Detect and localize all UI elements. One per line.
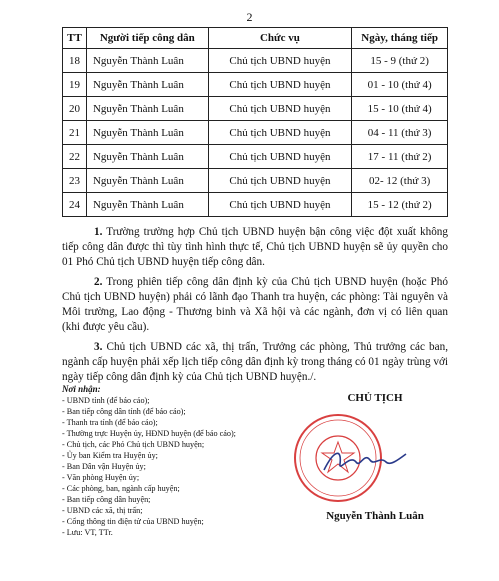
- header-receiver: Người tiếp công dân: [86, 28, 208, 49]
- paragraph-text: Trường trường hợp Chủ tịch UBND huyện bận công việc đột xuất không tiếp công dân được thì tùy tình hình thực tế, Chủ tịch UBND huyện sẽ ủy quyền cho 01 Phó Chủ tịch UBND huyện tiếp công dân.: [62, 226, 448, 268]
- paragraph-text: Trong phiên tiếp công dân định kỳ của Chủ tịch UBND huyện (hoặc Phó Chủ tịch UBND huyện) phải có lãnh đạo Thanh tra huyện, các phòng: Tài nguyên và Môi trường, Lao động - Thương binh và Xã hội và các ngành, đơn vị có liên quan (khi được yêu cầu).: [62, 276, 448, 333]
- row-tt: 20: [63, 97, 87, 121]
- row-role: Chủ tịch UBND huyện: [208, 193, 352, 217]
- recipient-item: - Các phòng, ban, ngành cấp huyện;: [62, 484, 180, 493]
- table-row: [63, 121, 448, 145]
- paragraph-text: Chủ tịch UBND các xã, thị trấn, Trưởng các phòng, Thủ trưởng các ban, ngành cấp huyện phải xếp lịch tiếp công dân định kỳ trong tháng có 01 ngày trùng với ngày tiếp công dân định kỳ của Chủ tịch UBND huyện./.: [62, 341, 449, 383]
- schedule-table: [62, 27, 448, 217]
- row-tt: 23: [63, 169, 87, 193]
- recipient-item: - UBND các xã, thị trấn;: [62, 506, 143, 515]
- table-row: [63, 97, 448, 121]
- row-role: Chủ tịch UBND huyện: [208, 97, 352, 121]
- signer-title: CHỦ TỊCH: [347, 392, 403, 404]
- row-name: Nguyễn Thành Luân: [86, 49, 208, 73]
- recipient-item: - Thanh tra tỉnh (để báo cáo);: [62, 418, 158, 427]
- row-role: Chủ tịch UBND huyện: [208, 121, 352, 145]
- header-tt: TT: [63, 28, 87, 49]
- row-role: Chủ tịch UBND huyện: [208, 49, 352, 73]
- row-date: 17 - 11 (thứ 2): [352, 145, 448, 169]
- row-role: Chủ tịch UBND huyện: [208, 73, 352, 97]
- recipients-heading: Nơi nhận:: [62, 384, 101, 394]
- table-row: [63, 49, 448, 73]
- row-tt: 22: [63, 145, 87, 169]
- recipient-item: - Chủ tịch, các Phó Chủ tịch UBND huyện;: [62, 440, 205, 449]
- table-row: [63, 73, 448, 97]
- paragraph-2: [62, 275, 448, 335]
- row-role: Chủ tịch UBND huyện: [208, 145, 352, 169]
- recipient-item: - Ban tiếp công dân tỉnh (để báo cáo);: [62, 407, 186, 416]
- row-name: Nguyễn Thành Luân: [86, 145, 208, 169]
- table-row: [63, 145, 448, 169]
- table-header-row: [63, 28, 448, 49]
- recipient-item: - UBND tỉnh (để báo cáo);: [62, 396, 150, 405]
- table-row: [63, 169, 448, 193]
- paragraph-1: [62, 225, 448, 270]
- row-date: 15 - 10 (thứ 4): [352, 97, 448, 121]
- row-tt: 21: [63, 121, 87, 145]
- row-tt: 24: [63, 193, 87, 217]
- row-date: 15 - 12 (thứ 2): [352, 193, 448, 217]
- row-tt: 19: [63, 73, 87, 97]
- header-date: Ngày, tháng tiếp: [352, 28, 448, 49]
- recipient-item: - Ban tiếp công dân huyện;: [62, 495, 151, 504]
- recipient-item: - Thường trực Huyện ủy, HĐND huyện (để báo cáo);: [62, 429, 236, 438]
- paragraph-3: [62, 340, 448, 385]
- row-name: Nguyễn Thành Luân: [86, 193, 208, 217]
- row-date: 02- 12 (thứ 3): [352, 169, 448, 193]
- row-name: Nguyễn Thành Luân: [86, 97, 208, 121]
- signature-icon: [320, 440, 410, 480]
- recipients-list: [62, 384, 302, 538]
- recipient-item: - Ủy ban Kiểm tra Huyện ủy;: [62, 451, 158, 460]
- row-name: Nguyễn Thành Luân: [86, 169, 208, 193]
- row-date: 04 - 11 (thứ 3): [352, 121, 448, 145]
- row-role: Chủ tịch UBND huyện: [208, 169, 352, 193]
- recipient-item: - Lưu: VT, TTr.: [62, 528, 113, 537]
- row-name: Nguyễn Thành Luân: [86, 121, 208, 145]
- table-row: [63, 193, 448, 217]
- row-date: 01 - 10 (thứ 4): [352, 73, 448, 97]
- paragraph-number: 2.: [94, 276, 103, 288]
- paragraph-number: 3.: [94, 341, 103, 353]
- recipient-item: - Văn phòng Huyện ủy;: [62, 473, 140, 482]
- body-paragraphs: [62, 225, 448, 390]
- row-tt: 18: [63, 49, 87, 73]
- recipient-item: - Cổng thông tin điện tử của UBND huyện;: [62, 517, 204, 526]
- page-number: 2: [246, 10, 253, 24]
- signer-name: Nguyễn Thành Luân: [326, 510, 424, 522]
- recipient-item: - Ban Dân vận Huyện ủy;: [62, 462, 146, 471]
- row-date: 15 - 9 (thứ 2): [352, 49, 448, 73]
- row-name: Nguyễn Thành Luân: [86, 73, 208, 97]
- header-position: Chức vụ: [208, 28, 352, 49]
- paragraph-number: 1.: [94, 226, 103, 238]
